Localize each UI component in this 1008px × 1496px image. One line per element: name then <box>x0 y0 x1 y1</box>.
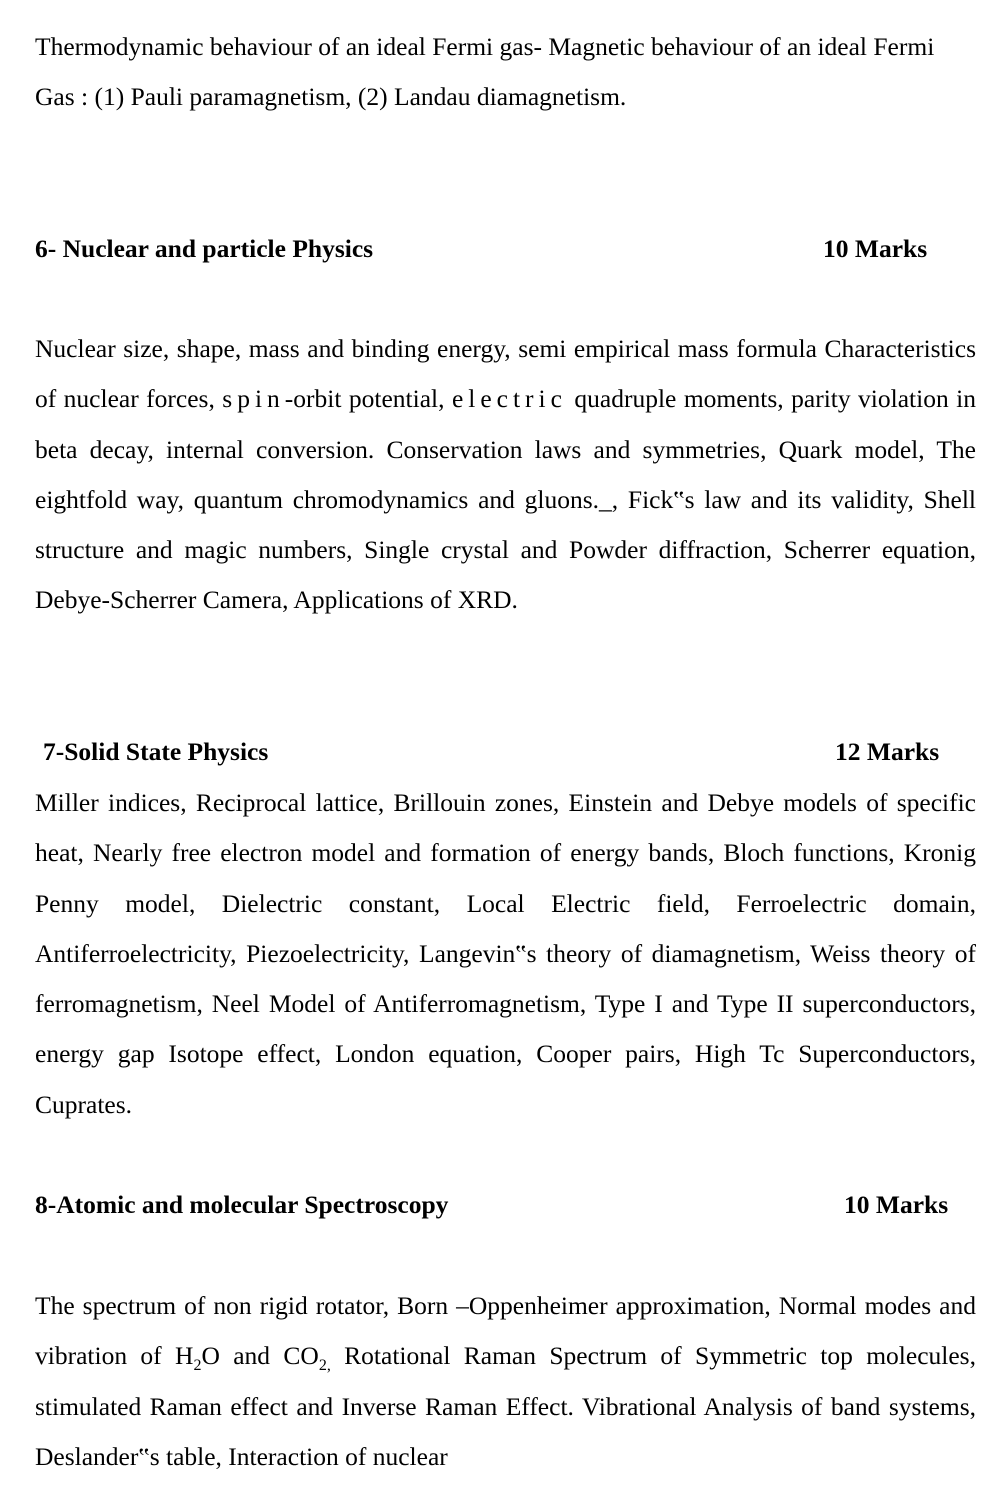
section-7-heading <box>35 732 976 772</box>
section-6-body-electric: electric <box>451 384 567 414</box>
section-8-body-text-1: The spectrum of non rigid rotator, Born –Oppenheimer approximation, Normal modes and vibration of H <box>35 1291 976 1371</box>
section-8-marks: 10 Marks <box>844 1190 949 1219</box>
section-6-title: 6- Nuclear and particle Physics <box>35 234 374 263</box>
section-8-heading <box>35 1185 976 1225</box>
intro-paragraph: Thermodynamic behaviour of an ideal Fermi gas- Magnetic behaviour of an ideal Fermi Gas : (1) Pauli paramagnetism, (2) Landau diamagnetism. <box>35 32 935 112</box>
section-6-body-text-2: -orbit potential, <box>284 384 452 414</box>
section-8-body-text-2: O and CO <box>201 1341 319 1371</box>
section-6-body-text-1: Nuclear size, shape, mass and binding energy, semi empirical mass formula Characteristics of nuclear forces, <box>35 334 976 414</box>
section-6-marks: 10 Marks <box>823 234 928 263</box>
section-7-body: Miller indices, Reciprocal lattice, Brillouin zones, Einstein and Debye models of specific heat, Nearly free electron model and formation of energy bands, Bloch functions, Kronig Penny model, Dielectric constant, Local Electric field, Ferroelectric domain, Antiferroelectricity, Piezoelectricity, Langevin‟s theory of diamagnetism, Weiss theory of ferromagnetism, Neel Model of Antiferromagnetism, Type I and Type II superconductors, energy gap Isotope effect, London equation, Cooper pairs, High Tc Superconductors, Cuprates. <box>35 788 976 1119</box>
section-7-title: 7-Solid State Physics <box>43 737 269 766</box>
section-6-heading <box>35 229 976 269</box>
section-8-body <box>35 1281 976 1482</box>
section-8-subscript-h2o: 2 <box>193 1357 202 1375</box>
section-8-subscript-co2: 2, <box>318 1357 331 1375</box>
section-6-body-spin: spin <box>222 384 285 414</box>
section-8-body-text-3: Rotational Raman Spectrum of Symmetric top molecules, stimulated Raman effect and Inverse Raman Effect. Vibrational Analysis of band systems, Deslander‟s table, Interaction of nuclear <box>35 1341 976 1471</box>
section-6-body <box>35 324 976 626</box>
section-8-title: 8-Atomic and molecular Spectroscopy <box>35 1190 449 1219</box>
section-6-body-text-3: quadruple moments, parity violation in beta decay, internal conversion. Conservation laws and symmetries, Quark model, The eightfold way, quantum chromodynamics and gluons._, Fick‟s law and its validity, Shell structure and magic numbers, Single crystal and Powder diffraction, Scherrer equation, Debye-Scherrer Camera, Applications of XRD. <box>35 384 976 615</box>
section-7-marks: 12 Marks <box>835 737 940 766</box>
